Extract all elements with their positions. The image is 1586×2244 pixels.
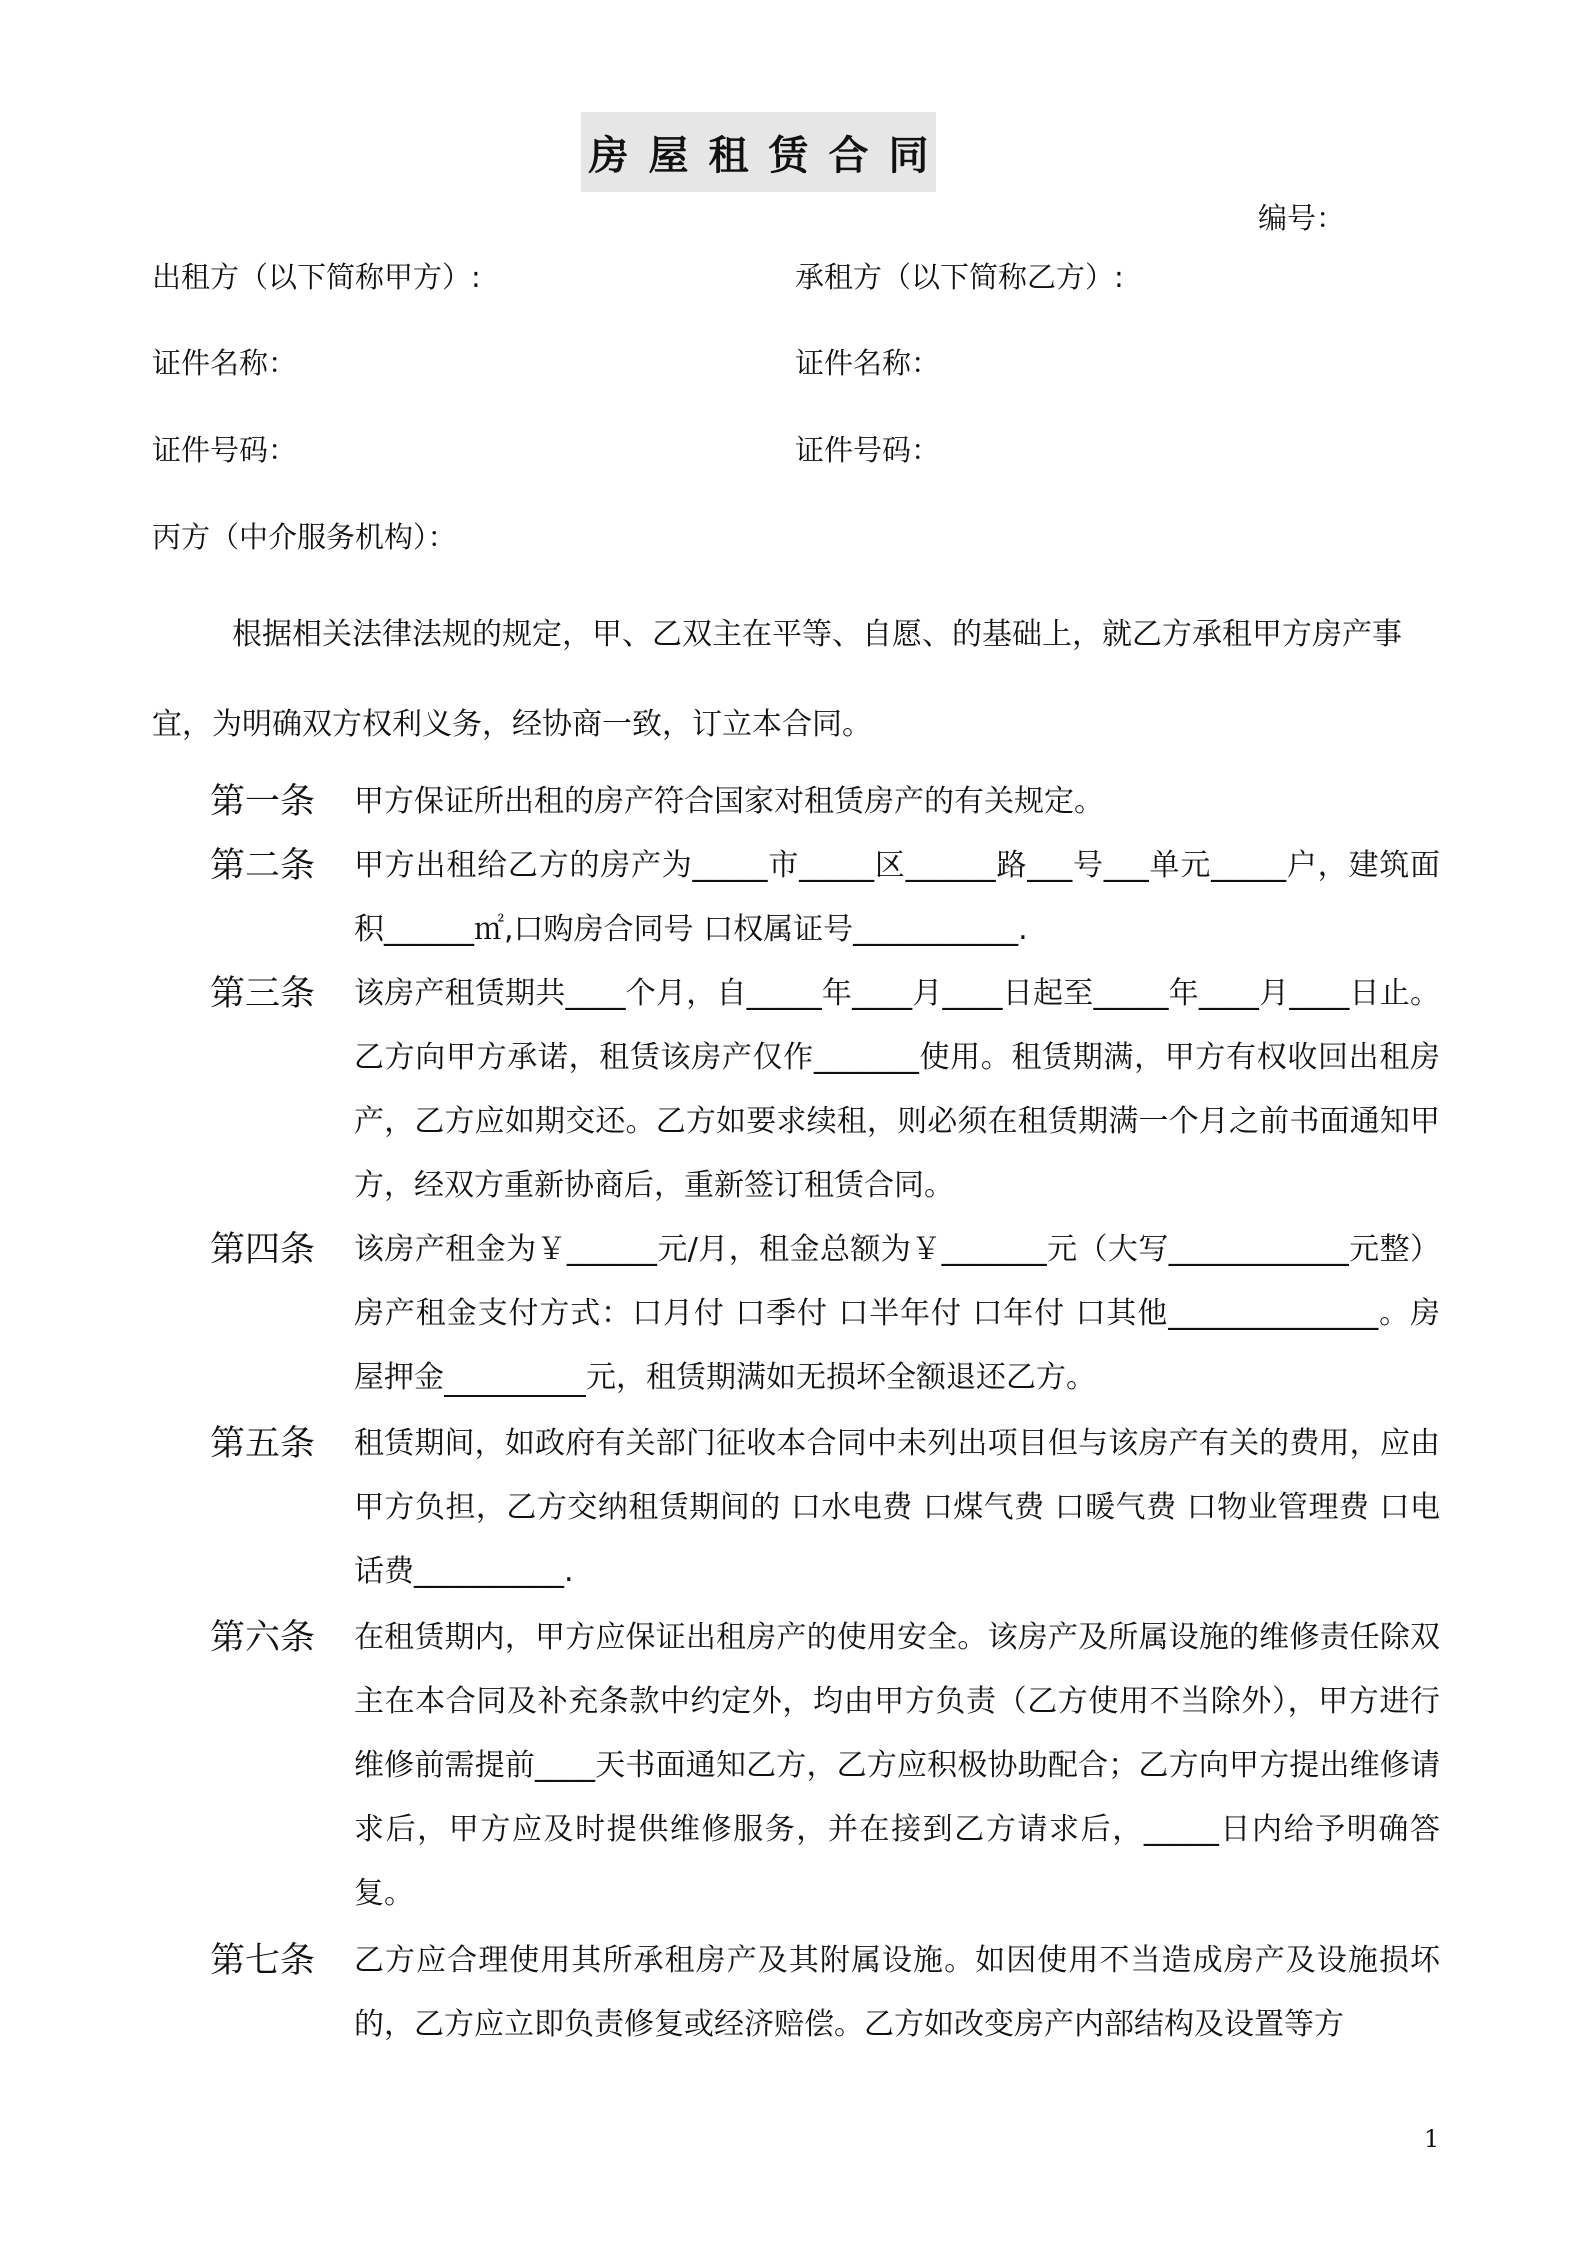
- page-number: 1: [1424, 2125, 1440, 2153]
- article-5: [210, 1412, 1440, 1604]
- article-7: [210, 1929, 1440, 2057]
- article-6: [210, 1606, 1440, 1926]
- article-1: [210, 770, 1440, 834]
- article-text: 甲方保证所出租的房产符合国家对租赁房产的有关规定。: [354, 784, 1104, 819]
- intro-paragraph: 根据相关法律法规的规定，甲、乙双主在平等、自愿、的基础上，就乙方承租甲方房产事宜，为明确双方权利义务，经协商一致，订立本合同。: [152, 617, 1402, 742]
- article-text: 租赁期间，如政府有关部门征收本合同中未列出项目但与该房产有关的费用，应由甲方负担，乙方交纳租赁期间的 口水电费 口煤气费 口暖气费 口物业管理费 口电话费__________.: [354, 1426, 1440, 1589]
- title-block: [581, 112, 949, 192]
- party-c-label: 丙方（中介服务机构）：: [152, 520, 457, 554]
- article-text: 甲方出租给乙方的房产为_____市_____区______路___号___单元_____户，建筑面积______㎡,口购房合同号 口权属证号___________.: [354, 848, 1440, 947]
- article-label: 第二条: [210, 846, 316, 886]
- article-3: [210, 962, 1440, 1218]
- party-b-id-name-label: 证件名称：: [795, 346, 941, 380]
- party-b-id-number-label: 证件号码：: [795, 433, 941, 467]
- article-text: 在租赁期内，甲方应保证出租房产的使用安全。该房产及所属设施的维修责任除双主在本合同及补充条款中约定外，均由甲方负责（乙方使用不当除外），甲方进行维修前需提前____天书面通知乙方，乙方应积极协助配合；乙方向甲方提出维修请求后，甲方应及时提供维修服务，并在接到乙方请求后，_____日内给予明确答复。: [354, 1620, 1440, 1911]
- article-text: 乙方应合理使用其所承租房产及其附属设施。如因使用不当造成房产及设施损坏的，乙方应立即负责修复或经济赔偿。乙方如改变房产内部结构及设置等方: [354, 1943, 1440, 2042]
- party-a-id-number-label: 证件号码：: [152, 433, 298, 467]
- article-4-text-after: 元，租赁期满如无损坏全额退还乙方。: [586, 1360, 1096, 1395]
- article-label: 第五条: [210, 1424, 316, 1464]
- article-label: 第七条: [210, 1941, 316, 1981]
- article-4: [210, 1218, 1440, 1410]
- party-a-id-name-label: 证件名称：: [152, 346, 298, 380]
- serial-number-label: 编号：: [1258, 201, 1346, 235]
- document-title: 房屋租赁合同: [588, 132, 949, 179]
- article-label: 第三条: [210, 974, 316, 1014]
- article-2: [210, 834, 1440, 962]
- deposit-blank: [444, 1355, 586, 1397]
- article-4-text-before: 该房产租金为￥______元/月，租金总额为￥_______元（大写____________元整）房产租金支付方式：口月付 口季付 口半年付 口年付 口其他______________。房屋押金: [354, 1232, 1440, 1395]
- article-label: 第六条: [210, 1618, 316, 1658]
- article-text: 该房产租赁期共____个月，自_____年____月____日起至_____年____月____日止。乙方向甲方承诺，租赁该房产仅作_______使用。租赁期满，甲方有权收回出租房产，乙方应如期交还。乙方如要求续租，则必须在租赁期满一个月之前书面通知甲方，经双方重新协商后，重新签订租赁合同。: [354, 976, 1440, 1203]
- article-label: 第一条: [210, 782, 316, 822]
- article-text: [354, 1218, 1440, 1410]
- party-a-label: 出租方（以下简称甲方）:: [152, 260, 481, 294]
- party-b-label: 承租方（以下简称乙方）:: [795, 260, 1124, 294]
- article-label: 第四条: [210, 1230, 316, 1270]
